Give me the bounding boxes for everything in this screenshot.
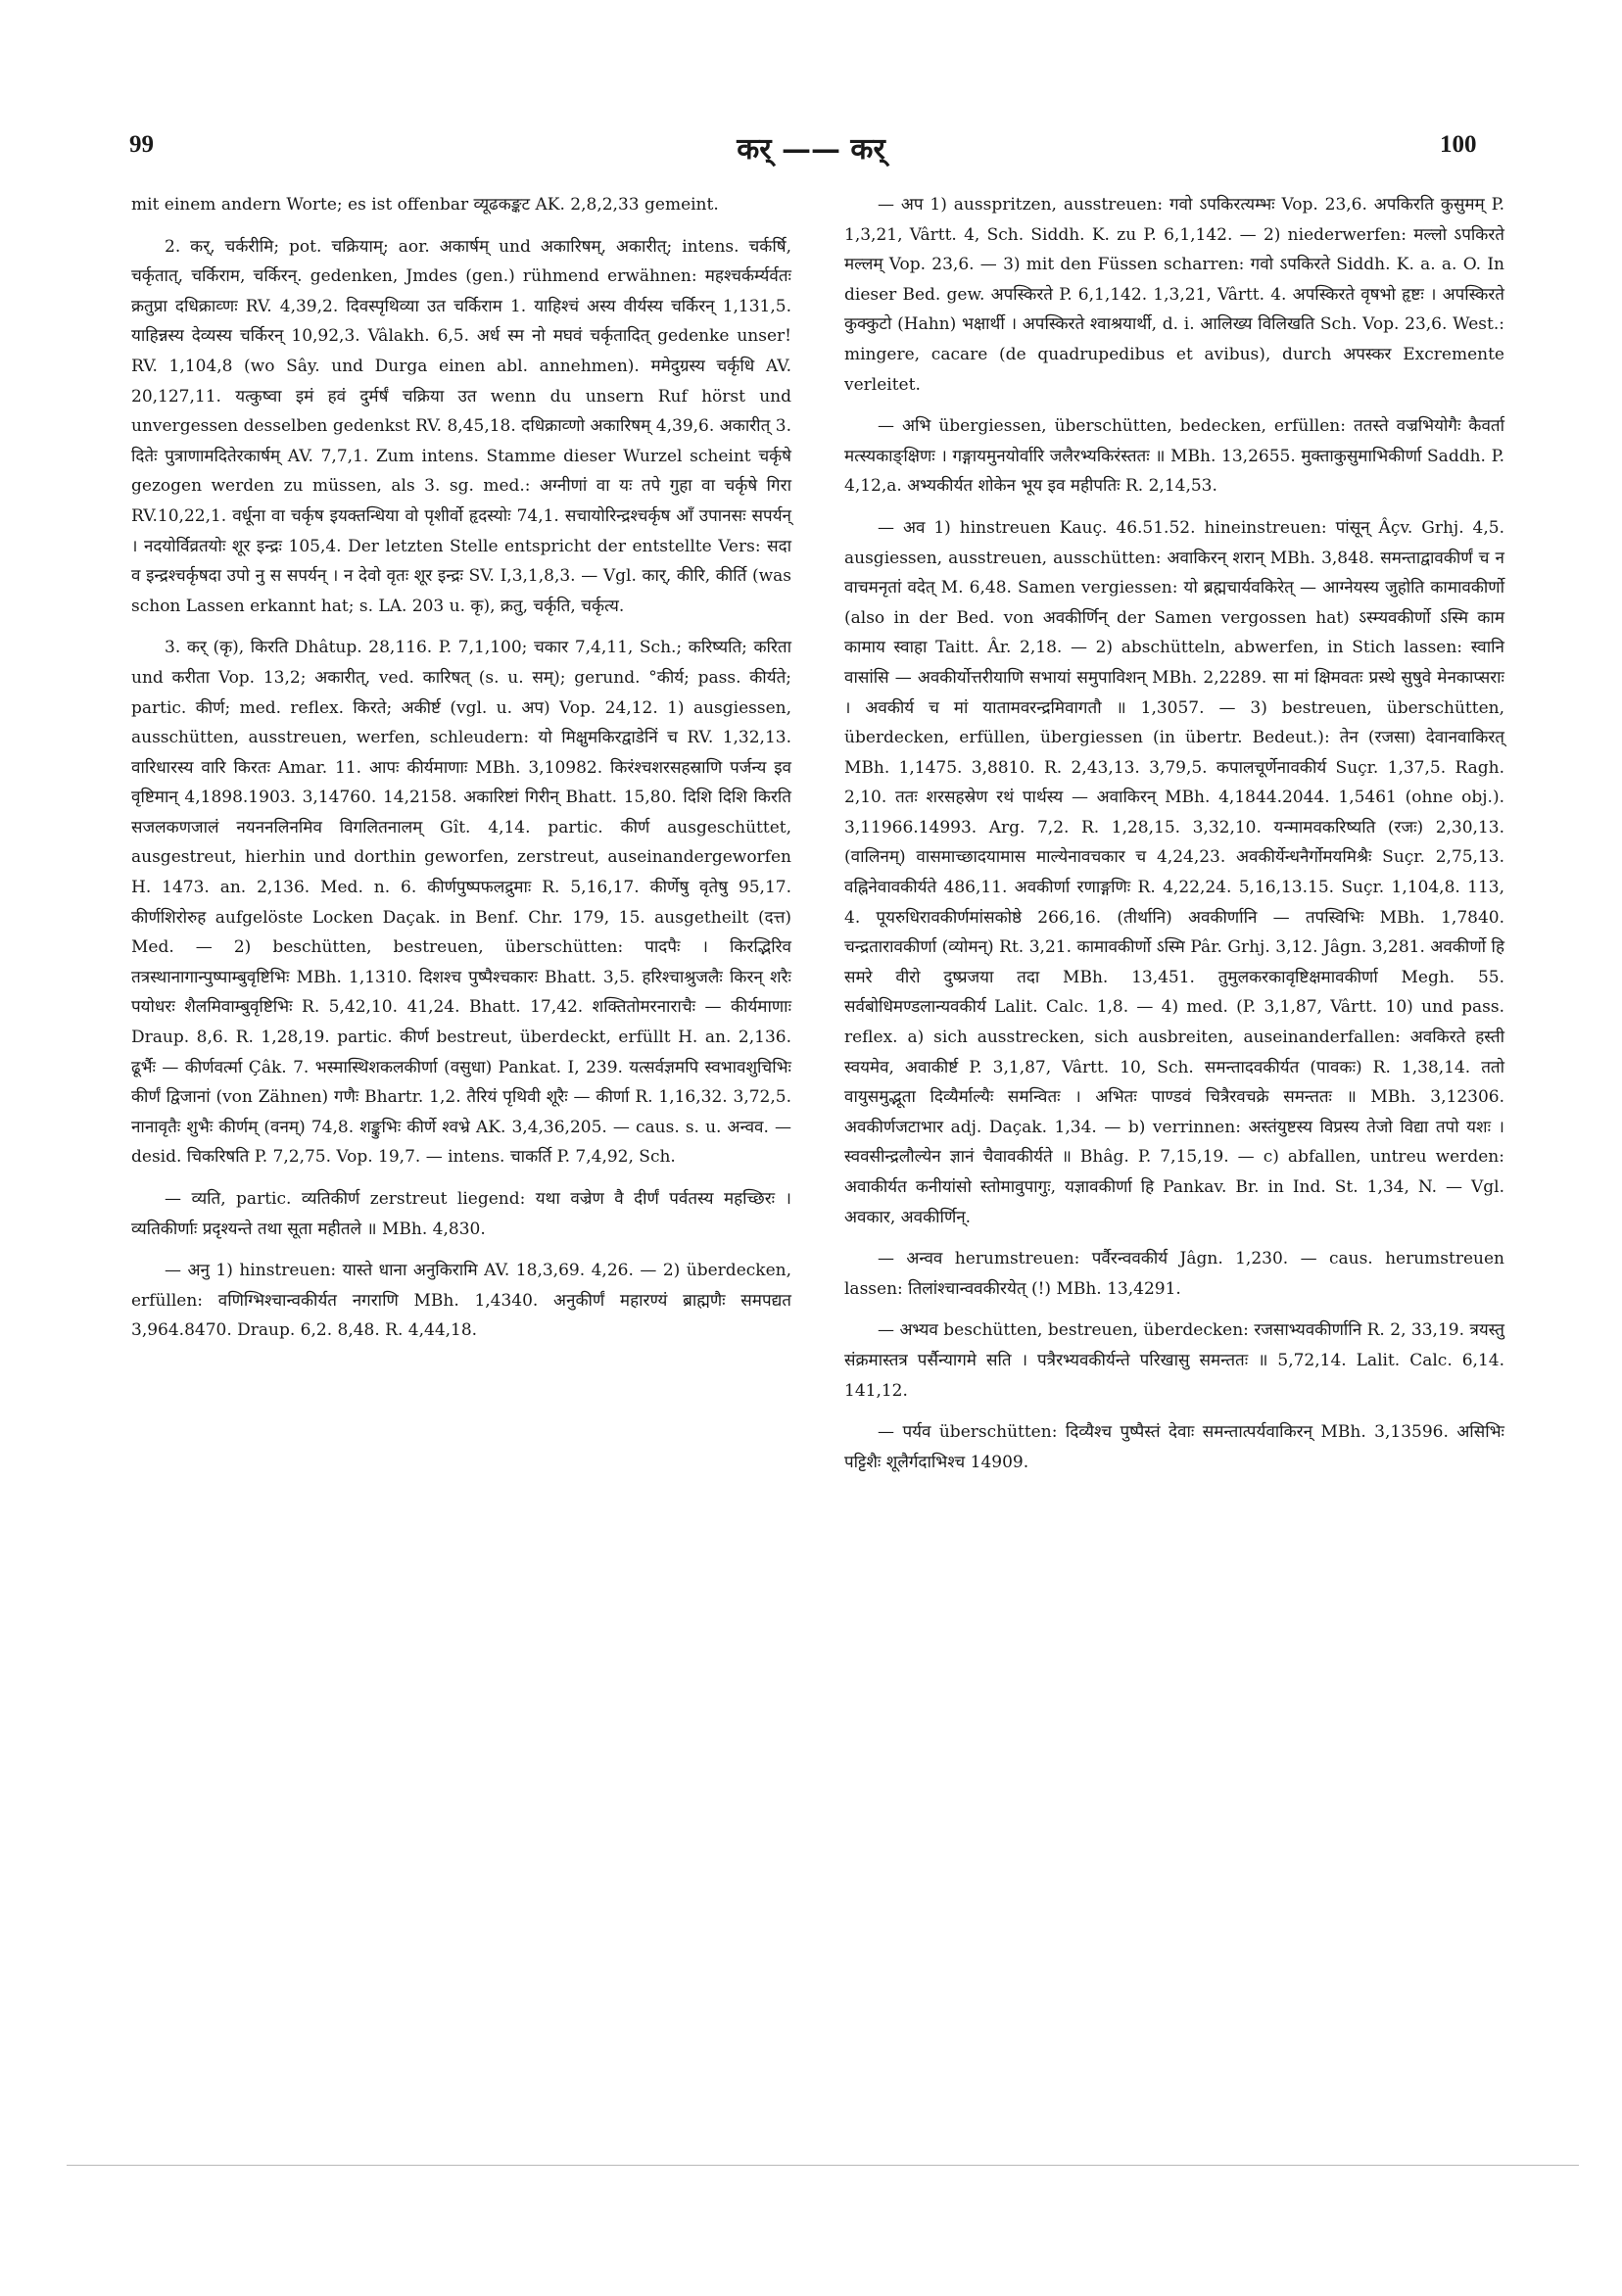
entry-paragraph: — अभ्यव beschütten, bestreuen, überdecken: रजसाभ्यवकीर्णानि R. 2, 33,19. त्रयस्तु संक्रमास्तत्र पर्सैन्यागमे सति । पत्रैरभ्यवकीर्यन्ते परिखासु समन्ततः ॥ 5,72,14. Lalit. Calc. 6,14. 141,12. — [844, 1320, 1504, 1401]
running-head: कर् —— कर् — [737, 132, 885, 167]
entry-paragraph: — अप 1) ausspritzen, ausstreuen: गवो ऽपकिरत्यम्भः Vop. 23,6. अपकिरति कुसुमम् P. 1,3,21, Vârtt. 4, Sch. Siddh. K. zu P. 6,1,142. — 2) niederwerfen: मल्लो ऽपकिरते मल्लम् Vop. 23,6. — 3) mit den Füssen scharren: गवो ऽपकिरते Siddh. K. a. a. O. In dieser Bed. gew. अपस्किरते P. 6,1,142. 1,3,21, Vârtt. 4. अपस्किरते वृषभो हृष्टः । अपस्किरते कुक्कुटो (Hahn) भक्षार्थी । अपस्किरते श्वाश्रयार्थी, d. i. आलिख्य विलिखति Sch. Vop. 23,6. West.: mingere, cacare (de quadrupedibus et avibus), durch अपस्कर Excremente verleitet. — [844, 195, 1504, 395]
entry-paragraph: — अभि übergiessen, überschütten, bedecken, erfüllen: ततस्ते वज्रभियोगैः कैवर्ता मत्स्यकाङ्क्षिणः । गङ्गायमुनयोर्वारि जलैरभ्यकिरंस्ततः ॥ MBh. 13,2655. मुक्ताकुसुमाभिकीर्णा Saddh. P. 4,12,a. अभ्यकीर्यत शोकेन भूय इव महीपतिः R. 2,14,53. — [844, 416, 1504, 497]
entry-paragraph: 3. कर् (कृ), किरति Dhâtup. 28,116. P. 7,1,100; चकार 7,4,11, Sch.; करिष्यति; करिता und करीता Vop. 13,2; अकारीत्, ved. कारिषत् (s. u. सम्); gerund. °कीर्य; pass. कीर्यते; partic. कीर्ण; med. reflex. किरते; अकीर्ष्ट (vgl. u. अप) Vop. 24,12. 1) ausgiessen, ausschütten, ausstreuen, werfen, schleudern: यो मिक्षुमकिरद्वाडेनिं च RV. 1,32,13. वारिधारस्य वारि किरतः Amar. 11. आपः कीर्यमाणाः MBh. 3,10982. किरंश्चशरसहस्राणि पर्जन्य इव वृष्टिमान् 4,1898.1903. 3,14760. 14,2158. अकारिष्टां गिरीन् Bhatt. 15,80. दिशि दिशि किरति सजलकणजालं नयननलिनमिव विगलितनालम् Gît. 4,14. partic. कीर्ण ausgeschüttet, ausgestreut, hierhin und dorthin geworfen, zerstreut, auseinandergeworfen H. 1473. an. 2,136. Med. n. 6. कीर्णपुष्पफलद्रुमाः R. 5,16,17. कीर्णेषु वृतेषु 95,17. कीर्णशिरोरुह aufgelöste Locken Daçak. in Benf. Chr. 179, 15. ausgetheilt (दत्त) Med. — 2) beschütten, bestreuen, überschütten: पादपैः । किरद्भिरिव तत्रस्थानागान्पुष्पाम्बुवृष्टिभिः MBh. 1,1310. दिशश्च पुष्पैश्चकारः Bhatt. 3,5. हरिश्चाश्रुजलैः किरन् शरैः पयोधरः शैलमिवाम्बुवृष्टिभिः R. 5,42,10. 41,24. Bhatt. 17,42. शक्तितोमरनाराचैः — कीर्यमाणाः Draup. 8,6. R. 1,28,19. partic. कीर्ण bestreut, überdeckt, erfüllt H. an. 2,136. ढूर्भैः — कीर्णवर्त्मा Çâk. 7. भस्मास्थिशकलकीर्णा (वसुधा) Pankat. I, 239. यत्सर्वज्ञमपि स्वभावशुचिभिः कीर्णं द्विजानां (von Zähnen) गणैः Bhartr. 1,2. तैरियं पृथिवी शूरैः — कीर्णा R. 1,16,32. 3,72,5. नानावृतैः शुभैः कीर्णम् (वनम्) 74,8. शङ्कुभिः कीर्णे श्वभ्रे AK. 3,4,36,205. — caus. s. u. अन्वव. — desid. चिकरिषति P. 7,2,75. Vop. 19,7. — intens. चाकर्ति P. 7,4,92, Sch. — [131, 638, 791, 1168]
entry-paragraph: — व्यति, partic. व्यतिकीर्ण zerstreut liegend: यथा वज्रेण वै दीर्णं पर्वतस्य महच्छिरः । व्यतिकीर्णाः प्रदृश्यन्ते तथा सूता महीतले ॥ MBh. 4,830. — [131, 1189, 791, 1239]
entry-paragraph: — अन्वव herumstreuen: पर्वैरन्ववकीर्य Jâgn. 1,230. — caus. herumstreuen lassen: तिलांश्चान्ववकीरयेत् (!) MBh. 13,4291. — [844, 1249, 1504, 1299]
page-number-right: 100 — [1440, 131, 1477, 158]
page-number-left: 99 — [129, 131, 154, 158]
entry-paragraph: — पर्यव überschütten: दिव्यैश्च पुष्पैस्तं देवाः समन्तात्पर्यवाकिरन् MBh. 3,13596. असिभिः पट्टिशैः शूलैर्गदाभिश्च 14909. — [844, 1422, 1504, 1472]
entry-paragraph: mit einem andern Worte; es ist offenbar व्यूढकङ्कट AK. 2,8,2,33 gemeint. — [131, 195, 719, 215]
right-column — [844, 190, 1504, 1489]
entry-paragraph: — अव 1) hinstreuen Kauç. 46.51.52. hineinstreuen: पांसून् Âçv. Grhj. 4,5. ausgiessen, ausstreuen, ausschütten: अवाकिरन् शरान् MBh. 3,848. समन्ताद्वावकीर्णं च न वाचमनृतां वदेत् M. 6,48. Samen vergiessen: यो ब्रह्मचार्यवकिरेत् — आग्नेयस्य जुहोति कामावकीर्णो (also in der Bed. von अवकीर्णिन् der Samen vergossen hat) ऽस्म्यवकीर्णो ऽस्मि काम कामाय स्वाहा Taitt. Âr. 2,18. — 2) abschütteln, abwerfen, in Stich lassen: स्वानि वासांसि — अवकीर्योत्तरीयाणि सभायां समुपाविशन् MBh. 2,2289. सा मां क्षिमवतः प्रस्थे सुषुवे मेनकाप्सराः । अवकीर्य च मां यातामवरन्द्रमिवागतौ ॥ 1,3057. — 3) bestreuen, überschütten, überdecken, erfüllen, übergiessen (in übertr. Bedeut.): तेन (रजसा) देवानवाकिरत् MBh. 1,1475. 3,8810. R. 2,43,13. 3,79,5. कपालचूर्णेनावकीर्य Suçr. 1,37,5. Ragh. 2,10. ततः शरसहस्रेण रथं पार्थस्य — अवाकिरन् MBh. 4,1844.2044. 1,5461 (ohne obj.). 3,11966.14993. Arg. 7,2. R. 1,28,15. 3,32,10. यन्मामवकरिष्यति (रजः) 2,30,13. (वालिनम्) वासमाच्छादयामास माल्येनावचकार च 4,24,23. अवकीर्येन्धनैर्गोमयमिश्रैः Suçr. 2,75,13. वह्निनेवावकीर्यते 486,11. अवकीर्णा रणाङ्गणिः R. 4,22,24. 5,16,13.15. Suçr. 1,104,8. 113, 4. पूयरुधिरावकीर्णमांसकोष्ठे 266,16. (तीर्थानि) अवकीर्णानि — तपस्विभिः MBh. 1,7840. चन्द्रतारावकीर्णा (व्योमन्) Rt. 3,21. कामावकीर्णो ऽस्मि Pâr. Grhj. 3,12. Jâgn. 3,281. अवकीर्णो हि समरे वीरो दुष्प्रजया तदा MBh. 13,451. तुमुलकरकावृष्टिक्षमावकीर्णा Megh. 55. सर्वबोधिमण्डलान्यवकीर्य Lalit. Calc. 1,8. — 4) med. (P. 3,1,87, Vârtt. 10) und pass. reflex. a) sich ausstrecken, sich ausbreiten, auseinanderfallen: अवकिरते हस्ती स्वयमेव, अवाकीर्ष्ट P. 3,1,87, Vârtt. 10, Sch. समन्तादवकीर्यत (पावकः) R. 1,38,14. ततो वायुसमुद्भूता दिव्यैर्माल्यैः समन्वितः । अभितः पाण्डवं चित्रैरवचक्रे समन्ततः ॥ MBh. 3,12306. अवकीर्णजटाभार adj. Daçak. 1,34. — b) verrinnen: अस्तंयुष्टस्य विप्रस्य तेजो विद्या तपो यशः । स्ववसीन्द्रलौल्येन ज्ञानं चैवावकीर्यते ॥ Bhâg. P. 7,15,19. — c) abfallen, untreu werden: अवाकीर्यत कनीयांसो स्तोमावुपागुः, यज्ञावकीर्णा हि Pankav. Br. in Ind. St. 1,34, N. — Vgl. अवकार, अवकीर्णिन्. — [844, 517, 1504, 1227]
left-column — [131, 190, 791, 1358]
entry-paragraph: — अनु 1) hinstreuen: यास्ते धाना अनुकिरामि AV. 18,3,69. 4,26. — 2) überdecken, erfüllen: वणिग्भिश्चान्वकीर्यत नगराणि MBh. 1,4340. अनुकीर्णं महारण्यं ब्राह्मणैः समपद्यत 3,964.8470. Draup. 6,2. 8,48. R. 4,44,18. — [131, 1261, 791, 1341]
bottom-rule — [67, 2165, 1579, 2166]
entry-paragraph: 2. कर्, चर्करीमि; pot. चक्रियाम्; aor. अकार्षम् und अकारिषम्, अकारीत्; intens. चर्कर्षि, चर्कृतात्, चर्किराम, चर्किरन्. gedenken, Jmdes (gen.) rühmend erwähnen: महश्चर्कर्म्यर्वतः क्रतुप्रा दधिक्राव्णः RV. 4,39,2. दिवस्पृथिव्या उत चर्किराम 1. याहिश्चं अस्य वीर्यस्य चर्किरन् 1,131,5. याहिन्नस्य देव्यस्य चर्किरन् 10,92,3. Vâlakh. 6,5. अर्ध स्म नो मघवं चर्कृतादित् gedenke unser! RV. 1,104,8 (wo Sây. und Durga einen abl. annehmen). ममेदुग्रस्य चर्कृधि AV. 20,127,11. यत्कुष्वा इमं हवं दुर्मर्षं चक्रिया उत wenn du unsern Ruf hörst und unvergessen desselben gedenkst RV. 8,45,18. दधिक्राव्णो अकारिषम् 4,39,6. अकारीत् 3. दितेः पुत्राणामदितेरकार्षम् AV. 7,7,1. Zum intens. Stamme dieser Wurzel scheint चर्कृषे gezogen werden zu müssen, als 3. sg. med.: अग्नीणां वा यः तपे गुहा वा चर्कृषे गिरा RV.10,22,1. वर्धूना वा चर्कृष इयक्तन्धिया वो पृशीर्वो हृदस्योः 74,1. सचायोरिन्द्रश्चर्कृष आँ उपानसः सपर्यन् । नदयोर्विव्रतयोः शूर इन्द्रः 105,4. Der letzten Stelle entspricht der entstellte Vers: सदा व इन्द्रश्चर्कृषदा उपो नु स सपर्यन् । न देवो वृतः शूर इन्द्रः SV. I,3,1,8,3. — Vgl. कार्, कीरि, कीर्ति (was schon Lassen erkannt hat; s. LA. 203 u. कृ), क्रतु, चर्कृति, चर्कृत्य. — [131, 236, 791, 616]
